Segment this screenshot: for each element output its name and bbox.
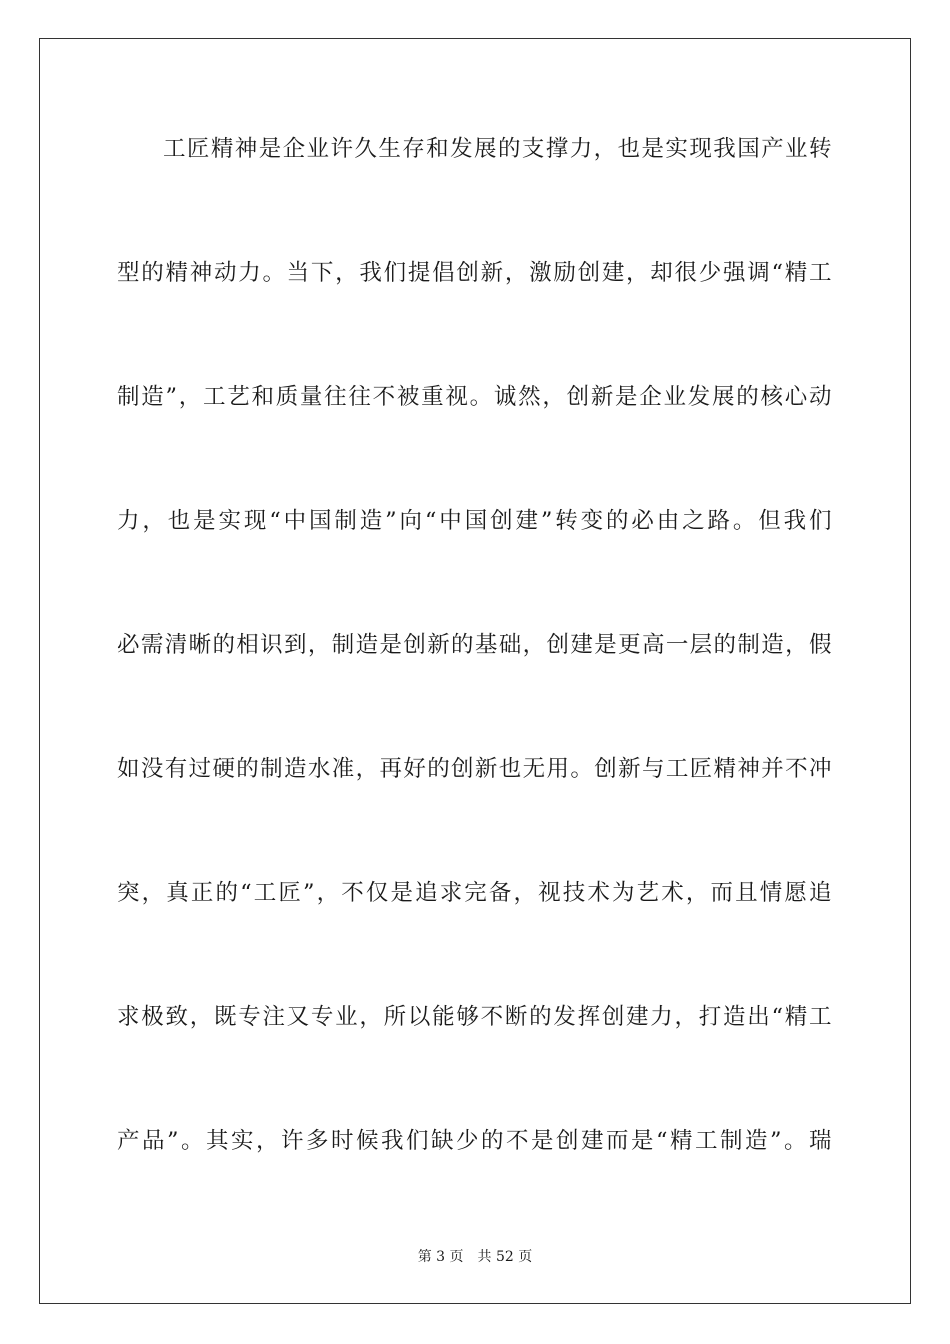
page-number: 第 3 页	[417, 1249, 464, 1265]
body-line-3: 制造”，工艺和质量往往不被重视。诚然，创新是企业发展的核心动	[117, 384, 832, 410]
body-line-7: 突，真正的“工匠”，不仅是追求完备，视技术为艺术，而且情愿追	[117, 880, 832, 906]
body-line-5: 必需清晰的相识到，制造是创新的基础，创建是更高一层的制造，假	[117, 632, 832, 658]
body-line-1: 工匠精神是企业许久生存和发展的支撑力，也是实现我国产业转	[163, 136, 832, 162]
page-border	[39, 38, 911, 1304]
body-line-6: 如没有过硬的制造水准，再好的创新也无用。创新与工匠精神并不冲	[117, 756, 832, 782]
body-line-4: 力，也是实现“中国制造”向“中国创建”转变的必由之路。但我们	[117, 508, 832, 534]
body-line-2: 型的精神动力。当下，我们提倡创新，激励创建，却很少强调“精工	[117, 260, 832, 286]
body-line-9: 产品”。其实，许多时候我们缺少的不是创建而是“精工制造”。瑞	[117, 1128, 832, 1154]
page-total: 共 52 页	[477, 1249, 533, 1265]
body-line-8: 求极致，既专注又专业，所以能够不断的发挥创建力，打造出“精工	[117, 1004, 832, 1030]
page-footer	[0, 1247, 950, 1267]
